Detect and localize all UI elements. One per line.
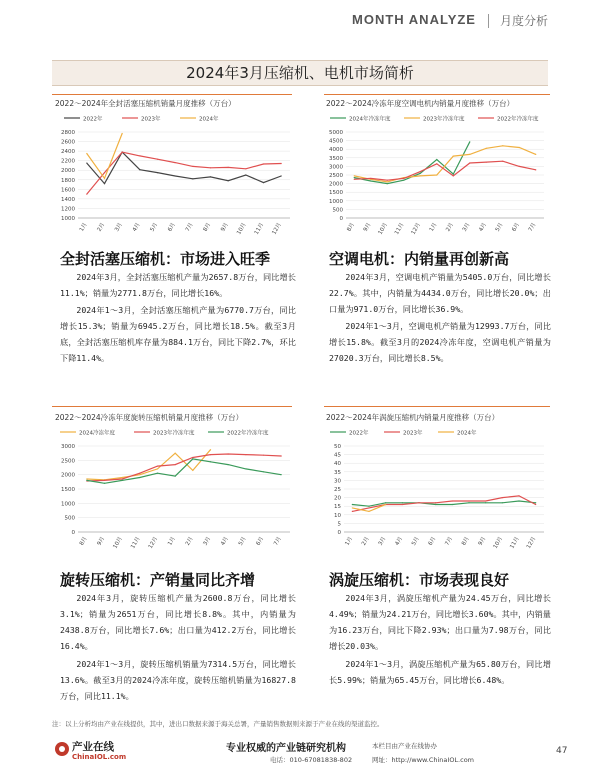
data-point bbox=[453, 174, 454, 175]
section-rule bbox=[324, 406, 550, 407]
para-scroll-2: 2024年1～3月，涡旋压缩机产量为65.80万台，同比增长5.99%；销量为65.45万台，同比增长6.48%。 bbox=[329, 659, 551, 685]
data-point bbox=[535, 169, 536, 170]
data-point bbox=[104, 480, 105, 481]
data-point bbox=[502, 502, 503, 503]
data-point bbox=[86, 480, 87, 481]
data-point bbox=[175, 464, 176, 465]
data-point bbox=[157, 172, 158, 173]
y-tick-label: 0 bbox=[339, 216, 343, 222]
data-point bbox=[139, 473, 140, 474]
x-tick-label: 2月 bbox=[184, 536, 195, 547]
x-tick-label: 10月 bbox=[236, 222, 248, 236]
x-tick-label: 7月 bbox=[527, 222, 538, 233]
y-tick-label: 2600 bbox=[61, 139, 75, 146]
data-point bbox=[519, 147, 520, 148]
data-point bbox=[245, 174, 246, 175]
data-point bbox=[228, 453, 229, 454]
y-tick-label: 20 bbox=[334, 495, 341, 502]
x-tick-label: 11月 bbox=[253, 222, 266, 236]
data-point bbox=[486, 162, 487, 163]
data-point bbox=[175, 453, 176, 454]
heading-piston: 全封活塞压缩机：市场进入旺季 bbox=[60, 250, 271, 268]
y-tick-label: 2500 bbox=[61, 458, 75, 465]
x-tick-label: 1月 bbox=[344, 536, 355, 547]
legend-label: 2023年冷冻年度 bbox=[153, 430, 195, 437]
y-tick-label: 2800 bbox=[61, 130, 75, 136]
footer-phone: 电话：010-67081838-802 bbox=[270, 756, 353, 764]
x-tick-label: 9月 bbox=[477, 536, 488, 547]
data-point bbox=[104, 178, 105, 179]
x-tick-label: 10月 bbox=[492, 536, 505, 550]
data-point bbox=[175, 476, 176, 477]
data-point bbox=[468, 500, 469, 501]
data-point bbox=[436, 163, 437, 164]
footer-assist: 本栏目由产业在线协办 bbox=[372, 742, 437, 750]
x-tick-label: 10月 bbox=[112, 536, 124, 550]
data-point bbox=[420, 175, 421, 176]
x-tick-label: 3月 bbox=[377, 536, 388, 547]
chart-rotary-compressor bbox=[52, 424, 297, 554]
data-point bbox=[86, 194, 87, 195]
data-point bbox=[157, 468, 158, 469]
y-tick-label: 2000 bbox=[61, 472, 75, 479]
data-point bbox=[453, 175, 454, 176]
data-point bbox=[210, 454, 211, 455]
data-point bbox=[122, 477, 123, 478]
x-tick-label: 7月 bbox=[444, 536, 455, 547]
x-tick-label: 11月 bbox=[509, 536, 521, 550]
data-point bbox=[122, 133, 123, 134]
x-tick-label: 1月 bbox=[78, 222, 89, 233]
data-point bbox=[104, 483, 105, 484]
para-rotary-2: 2024年1～3月，旋转压缩机销量为7314.5万台，同比增长13.6%。截至3月的2024冷冻年度，旋转压缩机销量为16827.8万台，同比11.1%。 bbox=[60, 659, 296, 701]
para-scroll-1: 2024年3月，涡旋压缩机产量为24.45万台，同比增长4.49%；销量为24.21万台，同比增长3.60%。其中，内销量为16.23万台，同比下降2.93%；出口量为7.98万台，同比增长20.03%。 bbox=[329, 593, 551, 651]
data-point bbox=[485, 500, 486, 501]
data-point bbox=[175, 162, 176, 163]
page-header bbox=[0, 6, 600, 34]
y-tick-label: 2500 bbox=[329, 173, 343, 179]
data-point bbox=[86, 162, 87, 163]
y-tick-label: 15 bbox=[334, 504, 341, 511]
data-point bbox=[263, 455, 264, 456]
x-tick-label: 8月 bbox=[346, 222, 356, 233]
x-tick-label: 4月 bbox=[478, 222, 488, 233]
x-tick-label: 12月 bbox=[525, 536, 538, 550]
y-tick-label: 35 bbox=[334, 469, 341, 476]
legend-label: 2022年 bbox=[83, 116, 103, 123]
data-point bbox=[469, 162, 470, 163]
data-point bbox=[436, 174, 437, 175]
y-tick-label: 50 bbox=[334, 444, 341, 450]
y-tick-label: 0 bbox=[337, 530, 341, 536]
legend-label: 2023年 bbox=[403, 430, 423, 437]
data-point bbox=[352, 507, 353, 508]
heading-scroll: 涡旋压缩机：市场表现良好 bbox=[329, 571, 510, 589]
series-line bbox=[354, 146, 536, 182]
data-point bbox=[192, 178, 193, 179]
data-point bbox=[263, 471, 264, 472]
y-tick-label: 4000 bbox=[329, 147, 343, 154]
data-point bbox=[86, 153, 87, 154]
data-point bbox=[104, 172, 105, 173]
series-line bbox=[354, 161, 536, 180]
section-rule bbox=[52, 94, 292, 95]
data-point bbox=[281, 455, 282, 456]
data-point bbox=[436, 159, 437, 160]
data-point bbox=[352, 511, 353, 512]
legend-label: 2022年 bbox=[349, 430, 369, 437]
data-point bbox=[435, 504, 436, 505]
data-point bbox=[192, 457, 193, 458]
x-tick-label: 8月 bbox=[461, 536, 471, 547]
data-point bbox=[535, 504, 536, 505]
footer-website[interactable]: 网址：http://www.ChinaIOL.com bbox=[372, 756, 475, 764]
data-point bbox=[387, 181, 388, 182]
x-tick-label: 9月 bbox=[96, 536, 107, 547]
data-point bbox=[192, 458, 193, 459]
x-tick-label: 7月 bbox=[273, 536, 283, 547]
y-tick-label: 1000 bbox=[61, 216, 75, 222]
legend-label: 2023年冷冻年度 bbox=[423, 116, 465, 123]
y-tick-label: 5 bbox=[337, 521, 341, 528]
x-tick-label: 2月 bbox=[96, 222, 107, 233]
data-point bbox=[502, 161, 503, 162]
data-point bbox=[518, 495, 519, 496]
data-point bbox=[210, 167, 211, 168]
data-point bbox=[468, 502, 469, 503]
y-tick-label: 1200 bbox=[61, 206, 75, 213]
x-tick-label: 8月 bbox=[202, 222, 213, 233]
chinaiol-logo-icon bbox=[55, 742, 69, 756]
y-tick-label: 45 bbox=[334, 452, 341, 459]
data-point bbox=[139, 155, 140, 156]
series-line bbox=[87, 152, 281, 194]
x-tick-label: 6月 bbox=[167, 222, 177, 233]
data-point bbox=[263, 182, 264, 183]
data-point bbox=[370, 178, 371, 179]
data-point bbox=[245, 168, 246, 169]
y-tick-label: 2400 bbox=[61, 149, 75, 156]
data-point bbox=[157, 159, 158, 160]
data-point bbox=[228, 180, 229, 181]
data-point bbox=[139, 477, 140, 478]
data-point bbox=[385, 502, 386, 503]
data-point bbox=[387, 180, 388, 181]
y-tick-label: 2000 bbox=[329, 181, 343, 188]
y-tick-label: 4500 bbox=[329, 138, 343, 145]
y-tick-label: 5000 bbox=[329, 130, 343, 136]
x-tick-label: 3月 bbox=[202, 536, 213, 547]
data-point bbox=[387, 183, 388, 184]
x-tick-label: 1月 bbox=[428, 222, 439, 233]
chart-title-piston: 2022～2024年全封活塞压缩机销量月度推移（万台） bbox=[55, 99, 236, 108]
header-divider bbox=[488, 14, 489, 28]
x-tick-label: 9月 bbox=[362, 222, 373, 233]
chart-title-scroll: 2022～2024年涡旋压缩机内销量月度推移（万台） bbox=[326, 413, 500, 422]
x-tick-label: 3月 bbox=[114, 222, 124, 233]
legend-label: 2024年 bbox=[199, 116, 219, 123]
legend-label: 2024年 bbox=[457, 430, 477, 437]
chart-scroll-compressor bbox=[322, 424, 552, 554]
footer-slogan: 专业权威的产业链研究机构 bbox=[226, 743, 346, 754]
x-tick-label: 5月 bbox=[494, 222, 505, 233]
y-tick-label: 1500 bbox=[329, 190, 343, 197]
x-tick-label: 5月 bbox=[149, 222, 160, 233]
logo-en: ChinaIOL.com bbox=[72, 753, 127, 761]
header-cn: 月度分析 bbox=[500, 14, 549, 28]
data-point bbox=[502, 145, 503, 146]
logo-cn: 产业在线 bbox=[72, 741, 114, 753]
data-point bbox=[139, 169, 140, 170]
y-tick-label: 1600 bbox=[61, 187, 75, 194]
page-number: 47 bbox=[556, 746, 568, 756]
y-tick-label: 1000 bbox=[61, 501, 75, 508]
para-motor-1: 2024年3月，空调电机产销量为5405.0万台，同比增长22.7%。其中，内销量为4434.0万台，同比增长20.0%；出口量为971.0万台，同比增长36.9%。 bbox=[329, 272, 551, 314]
data-point bbox=[175, 175, 176, 176]
y-tick-label: 2200 bbox=[61, 158, 75, 165]
legend-label: 2022年冷冻年度 bbox=[227, 430, 269, 437]
legend-label: 2024年冷冻年度 bbox=[349, 116, 391, 123]
y-tick-label: 10 bbox=[334, 512, 341, 519]
data-point bbox=[402, 504, 403, 505]
data-point bbox=[403, 180, 404, 181]
data-point bbox=[453, 155, 454, 156]
data-point bbox=[535, 154, 536, 155]
heading-motor: 空调电机：内销量再创新高 bbox=[329, 250, 510, 268]
x-tick-label: 5月 bbox=[237, 536, 248, 547]
x-tick-label: 11月 bbox=[130, 536, 142, 550]
chart-ac-motor bbox=[322, 110, 552, 242]
data-point bbox=[122, 478, 123, 479]
data-point bbox=[469, 154, 470, 155]
x-tick-label: 1月 bbox=[167, 536, 177, 547]
heading-rotary: 旋转压缩机：产销量同比齐增 bbox=[60, 571, 256, 589]
data-point bbox=[245, 468, 246, 469]
legend-label: 2024冷冻年度 bbox=[79, 430, 115, 437]
data-point bbox=[192, 166, 193, 167]
data-point bbox=[403, 178, 404, 179]
data-point bbox=[354, 175, 355, 176]
y-tick-label: 2000 bbox=[61, 168, 75, 175]
data-point bbox=[210, 449, 211, 450]
data-point bbox=[535, 502, 536, 503]
data-point bbox=[370, 180, 371, 181]
data-point bbox=[368, 511, 369, 512]
x-tick-label: 9月 bbox=[220, 222, 230, 233]
title-bar bbox=[52, 60, 548, 86]
series-line bbox=[87, 152, 281, 184]
x-tick-label: 5月 bbox=[411, 536, 421, 547]
data-point bbox=[281, 474, 282, 475]
data-point bbox=[518, 500, 519, 501]
data-point bbox=[469, 141, 470, 142]
x-tick-label: 6月 bbox=[427, 536, 438, 547]
legend-label: 2023年 bbox=[141, 116, 161, 123]
data-point bbox=[139, 474, 140, 475]
section-rule bbox=[324, 94, 550, 95]
data-point bbox=[281, 175, 282, 176]
y-tick-label: 25 bbox=[334, 487, 341, 493]
data-point bbox=[435, 502, 436, 503]
data-point bbox=[157, 473, 158, 474]
data-point bbox=[368, 507, 369, 508]
data-point bbox=[402, 502, 403, 503]
data-point bbox=[385, 504, 386, 505]
chart-title-rotary: 2022～2024冷冻年度旋转压缩机销量月度推移（万台） bbox=[55, 413, 244, 422]
y-tick-label: 1800 bbox=[61, 177, 75, 184]
data-point bbox=[263, 163, 264, 164]
data-point bbox=[352, 504, 353, 505]
y-tick-label: 3000 bbox=[61, 444, 75, 450]
data-point bbox=[354, 179, 355, 180]
page-title: 2024年3月压缩机、电机市场简析 bbox=[186, 64, 414, 82]
data-point bbox=[192, 470, 193, 471]
data-point bbox=[486, 148, 487, 149]
data-point bbox=[245, 454, 246, 455]
x-tick-label: 4月 bbox=[131, 222, 142, 233]
data-point bbox=[210, 176, 211, 177]
header-en: MONTH ANALYZE bbox=[352, 12, 476, 27]
chart-title-motor: 2022～2024冷冻年度空调电机内销量月度推移（万台） bbox=[326, 99, 515, 108]
x-tick-label: 7月 bbox=[184, 222, 195, 233]
x-tick-label: 2月 bbox=[445, 222, 455, 233]
chart-piston-compressor bbox=[52, 110, 297, 242]
x-tick-label: 12月 bbox=[410, 222, 422, 236]
x-tick-label: 4月 bbox=[394, 536, 405, 547]
x-tick-label: 12月 bbox=[147, 536, 160, 550]
y-tick-label: 500 bbox=[332, 207, 343, 214]
y-tick-label: 1000 bbox=[329, 198, 343, 205]
x-tick-label: 2月 bbox=[361, 536, 371, 547]
legend-label: 2022年冷冻年度 bbox=[497, 116, 539, 123]
page-footer bbox=[0, 734, 600, 769]
data-point bbox=[122, 151, 123, 152]
para-motor-2: 2024年1～3月，空调电机产销量为12993.7万台，同比增长15.8%。截至3月的2024冷冻年度，空调电机产销量为27020.3万台，同比增长8.5%。 bbox=[329, 321, 551, 363]
y-tick-label: 1400 bbox=[61, 196, 75, 203]
data-point bbox=[122, 480, 123, 481]
y-tick-label: 30 bbox=[334, 478, 341, 485]
data-point bbox=[452, 504, 453, 505]
data-point bbox=[228, 167, 229, 168]
data-point bbox=[368, 506, 369, 507]
series-line bbox=[87, 133, 122, 178]
section-rule bbox=[52, 406, 292, 407]
data-point bbox=[420, 171, 421, 172]
x-tick-label: 6月 bbox=[255, 536, 266, 547]
data-point bbox=[281, 163, 282, 164]
x-tick-label: 4月 bbox=[220, 536, 230, 547]
x-tick-label: 10月 bbox=[377, 222, 389, 236]
data-point bbox=[452, 500, 453, 501]
data-point bbox=[157, 465, 158, 466]
y-tick-label: 500 bbox=[64, 515, 75, 522]
data-point bbox=[420, 173, 421, 174]
x-tick-label: 12月 bbox=[271, 222, 283, 236]
data-point bbox=[104, 183, 105, 184]
para-piston-2: 2024年1～3月，全封活塞压缩机产量为6770.7万台，同比增长15.3%；销量为6945.2万台，同比增长18.5%。截至3月底，全封活塞压缩机库存量为884.1万台，同比下降2.7%，环比下降11.4%。 bbox=[60, 305, 296, 363]
x-tick-label: 11月 bbox=[394, 222, 406, 236]
y-tick-label: 1500 bbox=[61, 487, 75, 493]
footnote: 注：以上分析均由产业在线提供，其中，进出口数据来源于海关总署，产量销售数据则来源于产业在线的渠道监控。 bbox=[52, 720, 384, 728]
x-tick-label: 3月 bbox=[461, 222, 472, 233]
x-tick-label: 6月 bbox=[511, 222, 521, 233]
data-point bbox=[86, 478, 87, 479]
data-point bbox=[210, 461, 211, 462]
data-point bbox=[228, 464, 229, 465]
y-tick-label: 40 bbox=[334, 461, 341, 468]
data-point bbox=[418, 502, 419, 503]
y-tick-label: 0 bbox=[71, 530, 75, 536]
data-point bbox=[485, 502, 486, 503]
data-point bbox=[502, 497, 503, 498]
para-piston-1: 2024年3月，全封活塞压缩机产量为2657.8万台，同比增长11.1%；销量为2771.8万台，同比增长16%。 bbox=[60, 272, 296, 298]
data-point bbox=[519, 166, 520, 167]
y-tick-label: 3500 bbox=[329, 155, 343, 162]
x-tick-label: 8月 bbox=[78, 536, 89, 547]
data-point bbox=[354, 177, 355, 178]
y-tick-label: 3000 bbox=[329, 164, 343, 171]
para-rotary-1: 2024年3月，旋转压缩机产量为2600.8万台，同比增长3.1%；销量为2651万台，同比增长8.8%。其中，内销量为2438.8万台，同比增长7.6%；出口量为412.2万台，同比增长16.4%。 bbox=[60, 593, 296, 651]
